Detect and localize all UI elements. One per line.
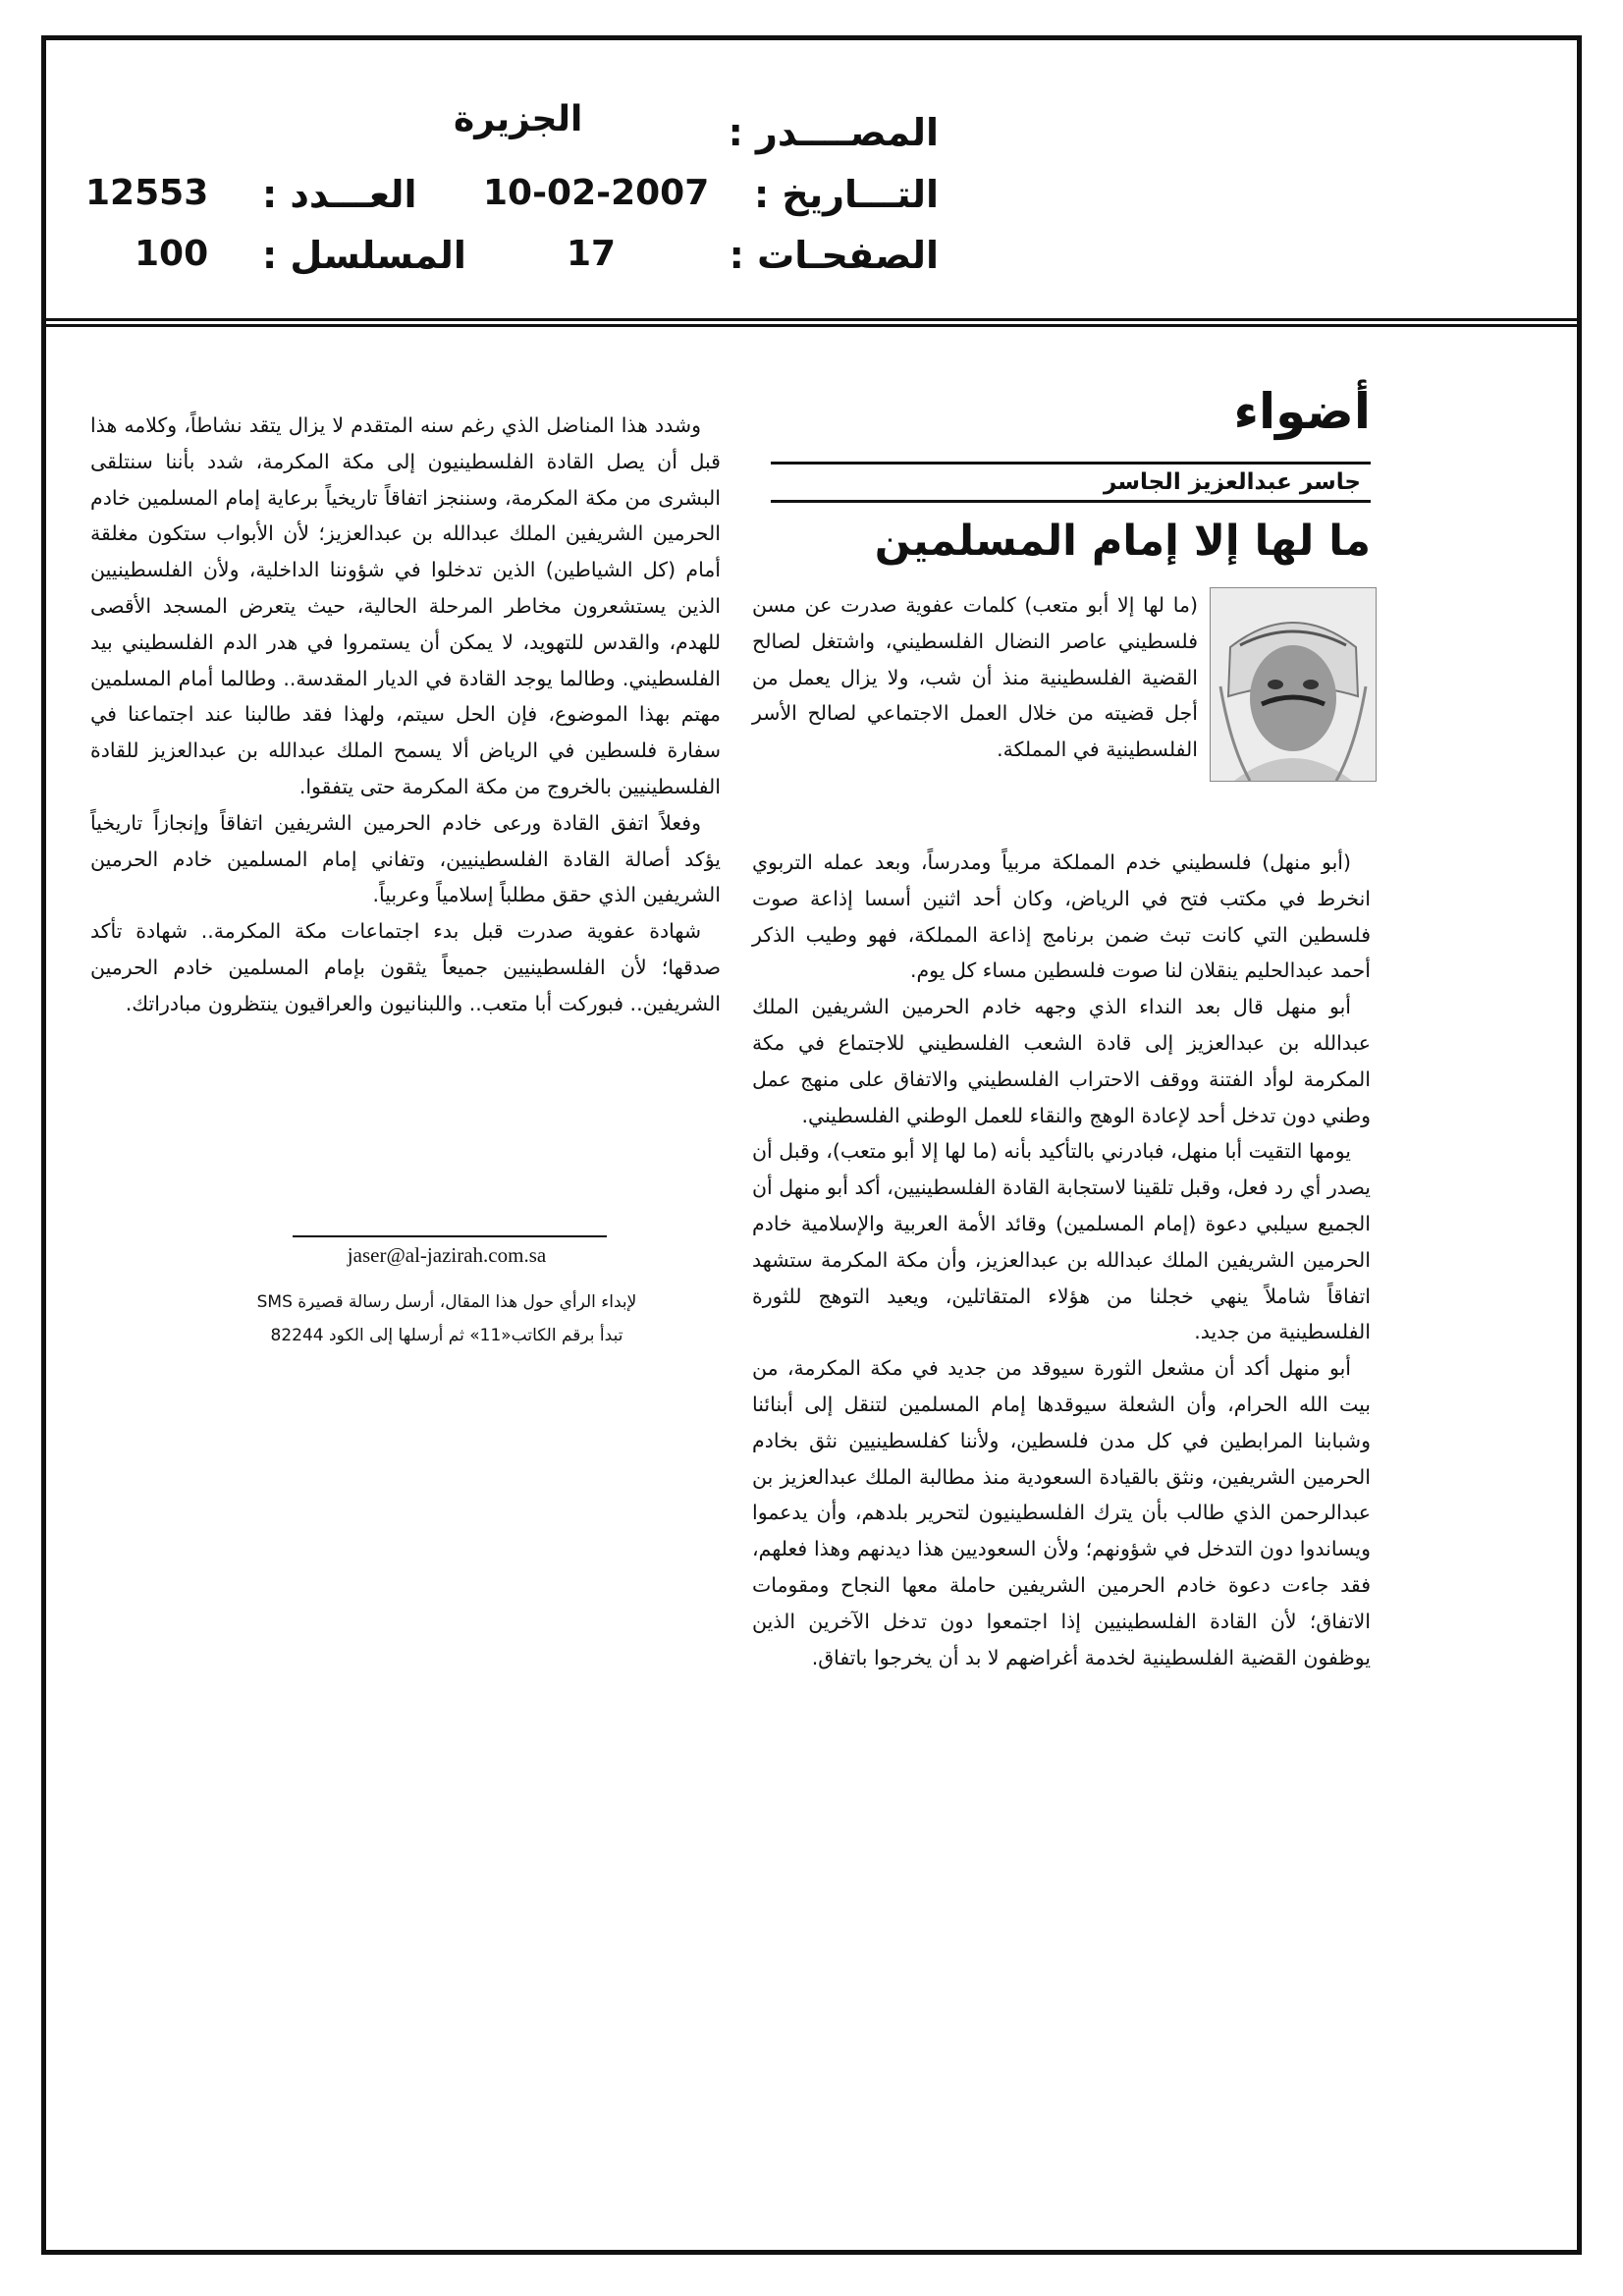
source-label: المصــــدر : bbox=[728, 111, 939, 154]
article-intro bbox=[752, 587, 1198, 768]
serial-value: 100 bbox=[135, 234, 209, 274]
date-label: التـــاريخ : bbox=[754, 173, 939, 216]
pages-label: الصفحـات : bbox=[729, 234, 939, 277]
sms-note-line-1: لإبداء الرأي حول هذا المقال، أرسل رسالة قصيرة SMS bbox=[256, 1292, 637, 1312]
number-value: 12553 bbox=[85, 173, 209, 213]
body-paragraph: وفعلاً اتفق القادة ورعى خادم الحرمين الشريفين اتفاقاً وإنجازاً تاريخياً يؤكد أصالة القادة الفلسطينيين، وتفاني إمام المسلمين خادم الحرمين الشريفين الذي حقق مطلباً إسلامياً وعربياً. bbox=[90, 810, 721, 907]
footer-divider bbox=[293, 1235, 607, 1237]
sms-note-line-2: تبدأ برقم الكاتب«11» ثم أرسلها إلى الكود 82244 bbox=[270, 1326, 623, 1345]
left-column bbox=[90, 408, 721, 1022]
section-logo: أضواء bbox=[1233, 383, 1371, 440]
serial-label: المسلسل : bbox=[262, 234, 466, 277]
source-value: الجزيرة bbox=[454, 99, 583, 139]
body-paragraph: يومها التقيت أبا منهل، فبادرني بالتأكيد بأنه (ما لها إلا أبو متعب)، وقبل أن يصدر أي رد فعل، وقبل تلقينا لاستجابة القادة الفلسطينيين، أكد أبو منهل أن الجميع سيلبي دعوة (إمام المسلمين) وقائد الأمة العربية والإسلامية خادم الحرمين الشريفين الملك عبدالله بن عبدالعزيز، وأن مكة المكرمة ستشهد اتفاقاً شاملاً ينهي خجلنا من هؤلاء المتقاتلين، ويعيد التوهج للثورة الفلسطينية من جديد. bbox=[752, 1139, 1371, 1344]
right-column bbox=[752, 845, 1371, 1675]
author-email[interactable]: jaser@al-jazirah.com.sa bbox=[347, 1243, 547, 1267]
author-portrait-icon bbox=[1211, 588, 1376, 781]
body-paragraph: (أبو منهل) فلسطيني خدم المملكة مربياً ومدرساً، وبعد عمله التربوي انخرط في مكتب فتح في الرياض، وكان أحد اثنين أسسا إذاعة صوت فلسطين التي كانت تبث ضمن برنامج إذاعة المملكة، فهو وطيب الذكر أحمد عبدالحليم ينقلان لنا صوت فلسطين مساء كل يوم. bbox=[752, 850, 1371, 983]
archive-header bbox=[46, 40, 1577, 327]
author-photo bbox=[1210, 587, 1377, 782]
body-paragraph: أبو منهل أكد أن مشعل الثورة سيوقد من جديد في مكة المكرمة، من بيت الله الحرام، وأن الشعلة سيوقدها إمام المسلمين لتنقل إلى أبنائنا وشبابنا المرابطين في كل مدن فلسطين، ولأننا كفلسطينيين نثق بخادم الحرمين الشريفين، ونثق بالقيادة السعودية منذ مطالبة الملك عبدالعزيز بن عبدالرحمن الذي طالب بأن يترك الفلسطينيون لتحرير بلدهم، وأن يدعموا ويساندوا دون التدخل في شؤونهم؛ ولأن السعوديين هذا ديدنهم وهذا فعلهم، فقد جاءت دعوة خادم الحرمين الشريفين حاملة معها النجاح ومقومات الاتفاق؛ لأن القادة الفلسطينيين إذا اجتمعوا دون تدخل الآخرين الذين يوظفون القضية الفلسطينية لخدمة أغراضهم لا بد أن يخرجوا باتفاق. bbox=[752, 1356, 1371, 1669]
body-paragraph: شهادة عفوية صدرت قبل بدء اجتماعات مكة المكرمة.. شهادة تأكد صدقها؛ لأن الفلسطينيين جميعاً يثقون بإمام المسلمين خادم الحرمين الشريفين.. فبوركت أبا متعب.. واللبنانيون والعراقيون ينتظرون مبادراتك. bbox=[90, 919, 721, 1015]
number-label: العـــدد : bbox=[262, 173, 417, 216]
date-value: 10-02-2007 bbox=[483, 173, 710, 213]
intro-paragraph: (ما لها إلا أبو متعب) كلمات عفوية صدرت عن مسن فلسطيني عاصر النضال الفلسطيني، واشتغل لصالح القضية الفلسطينية منذ أن شب، ولا يزال يعمل من أجل قضيته من خلال العمل الاجتماعي لصالح الأسر الفلسطينية في المملكة. bbox=[752, 593, 1198, 762]
body-paragraph: وشدد هذا المناضل الذي رغم سنه المتقدم لا يزال يتقد نشاطاً، وكلامه هذا قبل أن يصل القادة الفلسطينيون إلى مكة المكرمة، شدد بأننا سنتلقى البشرى من مكة المكرمة، وسننجز اتفاقاً تاريخياً برعاية إمام المسلمين خادم الحرمين الشريفين الملك عبدالله بن عبدالعزيز؛ لأن الأبواب ستكون مغلقة أمام (كل الشياطين) الذين تدخلوا في شؤوننا الداخلية، ولأن الفلسطينيين الذين يستشعرون مخاطر المرحلة الحالية، حيث يتعرض المسجد الأقصى للهدم، والقدس للتهويد، لا يمكن أن يستمروا في هدر الدم الفلسطيني بيد الفلسطيني. وطالما يوجد القادة في الديار المقدسة.. وطالما أمام المسلمين مهتم بهذا الموضوع، فإن الحل سيتم، ولهذا فقد طالبنا عند اجتماعنا في سفارة فلسطين في الرياض ألا يسمح الملك عبدالله بن عبدالعزيز للقادة الفلسطينيين بالخروج من مكة المكرمة حتى يتفقوا. bbox=[90, 413, 721, 798]
article-title: ما لها إلا إمام المسلمين bbox=[874, 517, 1371, 566]
author-bar bbox=[771, 462, 1371, 503]
author-name: جاسر عبدالعزيز الجاسر bbox=[1104, 469, 1361, 495]
body-paragraph: أبو منهل قال بعد النداء الذي وجهه خادم الحرمين الشريفين الملك عبدالله بن عبدالعزيز إلى قادة الشعب الفلسطيني للاجتماع في مكة المكرمة لوأد الفتنة ووقف الاحتراب الفلسطيني والاتفاق على منهج عمل وطني دون تدخل أحد لإعادة الوهج والنقاء للعمل الوطني الفلسطيني. bbox=[752, 995, 1371, 1127]
pages-value: 17 bbox=[567, 234, 617, 274]
